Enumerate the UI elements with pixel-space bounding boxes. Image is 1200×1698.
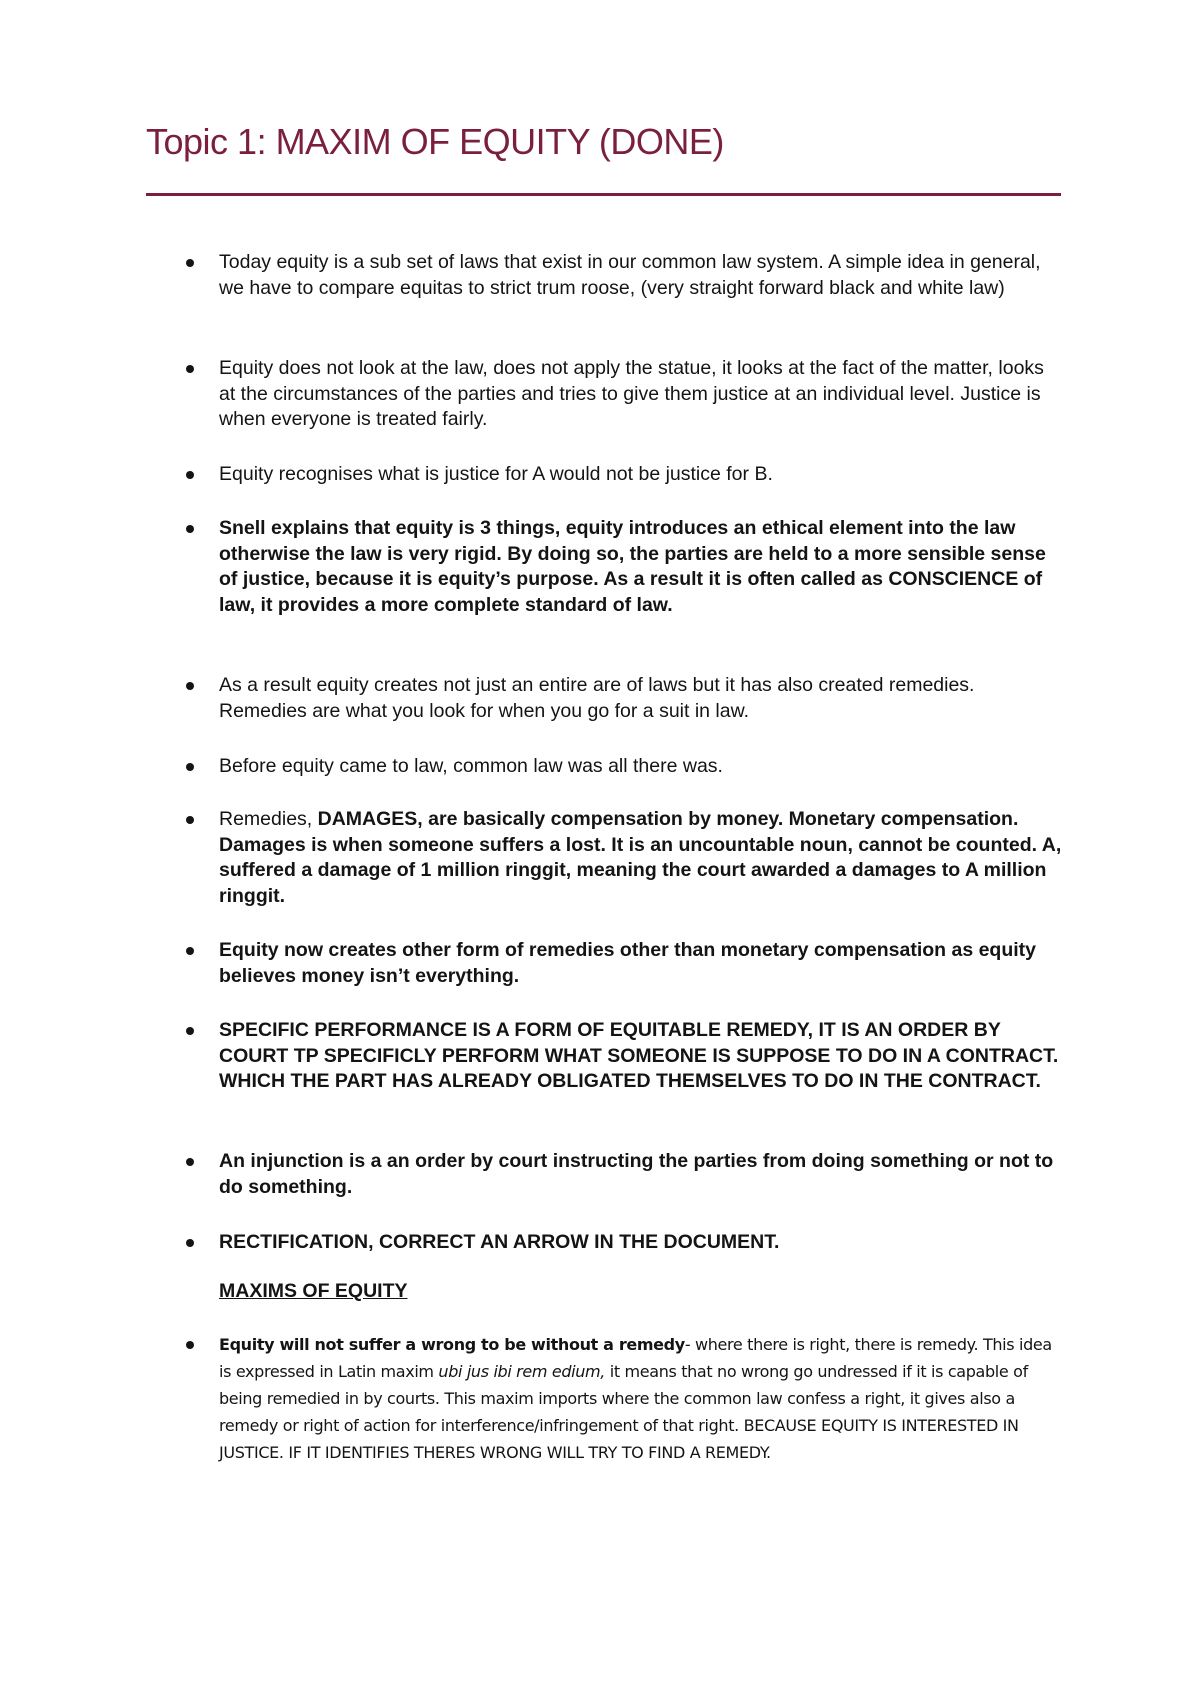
list-item-lead: Remedies, <box>219 808 318 830</box>
list-item: Equity does not look at the law, does not apply the statue, it looks at the fact of the matter, looks at the circumstances of the parties and tries to give them justice at an individual level. Justice is when everyone is treated fairly. <box>219 356 1064 433</box>
list-item: Equity now creates other form of remedies other than monetary compensation as equity believes money isn’t everything. <box>219 938 1064 989</box>
title-underline-rule <box>146 193 1061 196</box>
list-item: Before equity came to law, common law was all there was. <box>219 754 1064 780</box>
maxim-bold-lead: Equity will not suffer a wrong to be without a remedy <box>219 1335 685 1354</box>
page-title: Topic 1: MAXIM OF EQUITY (DONE) <box>146 121 724 162</box>
list-item: As a result equity creates not just an entire are of laws but it has also created remedies. Remedies are what you look for when you go for a suit in law. <box>219 673 1064 724</box>
list-item-bold-text: DAMAGES, are basically compensation by money. Monetary compensation. Damages is when someone suffers a lost. It is an uncountable noun, cannot be counted. A, suffered a damage of 1 million ringgit, meaning the court awarded a damages to A million ringgit. <box>219 808 1062 908</box>
list-item: Snell explains that equity is 3 things, equity introduces an ethical element into the law otherwise the law is very rigid. By doing so, the parties are held to a more sensible sense of justice, because it is equity’s purpose. As a result it is often called as CONSCIENCE of law, it provides a more complete standard of law. <box>219 516 1064 619</box>
list-item: Equity recognises what is justice for A would not be justice for B. <box>219 462 1064 488</box>
list-item <box>219 807 1064 910</box>
list-item: SPECIFIC PERFORMANCE IS A FORM OF EQUITABLE REMEDY, IT IS AN ORDER BY COURT TP SPECIFICLY PERFORM WHAT SOMEONE IS SUPPOSE TO DO IN A CONTRACT. WHICH THE PART HAS ALREADY OBLIGATED THEMSELVES TO DO IN THE CONTRACT. <box>219 1018 1064 1095</box>
maxim-text: - where there is right, there is remedy. This idea is expressed in Latin maxim <box>219 1335 1052 1381</box>
maxim-item <box>219 1331 1064 1466</box>
maxim-text-continued: it means that no wrong go undressed if it is capable of being remedied in by courts. This maxim imports where the common law confess a right, it gives also a remedy or right of action for interference/infringement of that right. BECAUSE EQUITY IS INTERESTED IN JUSTICE. IF IT IDENTIFIES THERES WRONG WILL TRY TO FIND A REMEDY. <box>219 1362 1028 1462</box>
section-heading: MAXIMS OF EQUITY <box>219 1280 408 1302</box>
list-item: RECTIFICATION, CORRECT AN ARROW IN THE DOCUMENT. <box>219 1230 1064 1256</box>
list-item: Today equity is a sub set of laws that exist in our common law system. A simple idea in general, we have to compare equitas to strict trum roose, (very straight forward black and white law) <box>219 250 1064 301</box>
maxim-latin-phrase: ubi jus ibi rem edium, <box>438 1362 606 1381</box>
list-item: An injunction is a an order by court instructing the parties from doing something or not to do something. <box>219 1149 1064 1200</box>
